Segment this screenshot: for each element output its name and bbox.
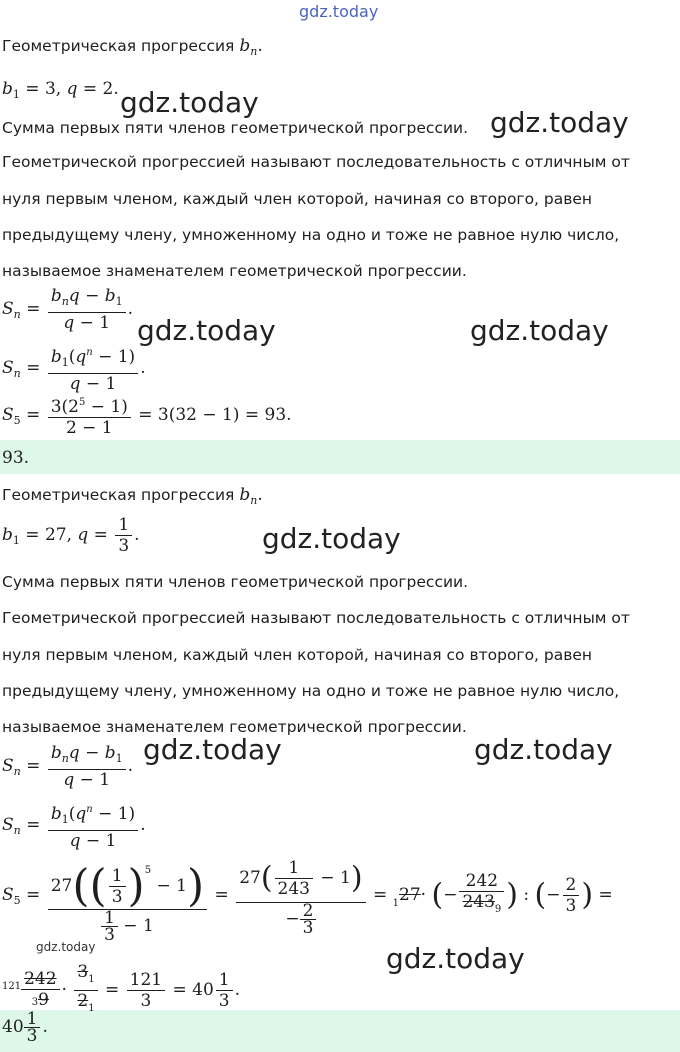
watermark: gdz.today (490, 106, 629, 139)
task-1: Сумма первых пяти членов геометрической прогрессии. (2, 119, 469, 137)
formula-2c: $S_5$ = 27(( $\frac{1}{3}$ )$^5$ − 1) $\frac{1}{3}$ − 1 = 27( $\frac{1}{243}$ − 1) − $\frac{2}{3}$ = $_1$27· (− $\frac{242}{243_9}$ ) : (− $\frac{2}{3}$ ) = (2, 848, 613, 943)
definition-2-line-2: нуля первым членом, каждый член которой, начиная со второго, равен (2, 646, 593, 664)
formula-2b: $S_n$ = $\frac{b_1(q^n - 1)}{q - 1}$ . (2, 800, 146, 851)
intro-2: Геометрическая прогрессия $b_n$. (2, 485, 263, 507)
watermark-top: gdz.today (299, 2, 379, 21)
definition-1-line-4: называемое знаменателем геометрической прогрессии. (2, 262, 467, 280)
definition-2-line-4: называемое знаменателем геометрической прогрессии. (2, 718, 467, 736)
given-1: $b_1 = 3$, q = 2. (2, 79, 119, 101)
answer-band-1 (0, 440, 680, 474)
watermark: gdz.today (120, 86, 259, 119)
given-2: $b_1 = 27$, q = $\frac{1}{3}$ . (2, 515, 140, 556)
formula-2d: $^{121}$ $\frac{242}{39}$ · $\frac{3_1}{2_1}$ = $\frac{121}{3}$ = 40 $\frac{1}{3}$ . (2, 962, 240, 1014)
definition-2-line-3: предыдущему члену, умноженному на одно и тоже не равное нулю число, (2, 682, 620, 700)
formula-1a: $S_n$ = $\frac{b_nq - b_1}{q - 1}$ . (2, 286, 134, 333)
watermark: gdz.today (143, 733, 282, 766)
watermark: gdz.today (470, 314, 609, 347)
watermark: gdz.today (262, 522, 401, 555)
formula-2a: $S_n$ = $\frac{b_nq - b_1}{q - 1}$ . (2, 743, 134, 790)
watermark-small: gdz.today (36, 940, 96, 954)
watermark: gdz.today (137, 314, 276, 347)
definition-1-line-1: Геометрической прогрессией называют последовательность с отличным от (2, 153, 630, 171)
answer-2: 40 $\frac{1}{3}$ . (2, 1009, 48, 1046)
definition-1-line-2: нуля первым членом, каждый член которой, начиная со второго, равен (2, 190, 593, 208)
formula-1c: $S_5$ = $\frac{3(2^5 - 1)}{2 - 1}$ = 3(32 − 1) = 93. (2, 393, 292, 438)
watermark: gdz.today (474, 733, 613, 766)
watermark: gdz.today (386, 942, 525, 975)
answer-1: 93. (2, 448, 30, 468)
definition-1-line-3: предыдущему члену, умноженному на одно и тоже не равное нулю число, (2, 226, 620, 244)
intro-1: Геометрическая прогрессия $b_n$. (2, 36, 263, 58)
task-2: Сумма первых пяти членов геометрической прогрессии. (2, 573, 469, 591)
definition-2-line-1: Геометрической прогрессией называют последовательность с отличным от (2, 609, 630, 627)
formula-1b: $S_n$ = $\frac{b_1(q^n - 1)}{q - 1}$ . (2, 343, 146, 394)
